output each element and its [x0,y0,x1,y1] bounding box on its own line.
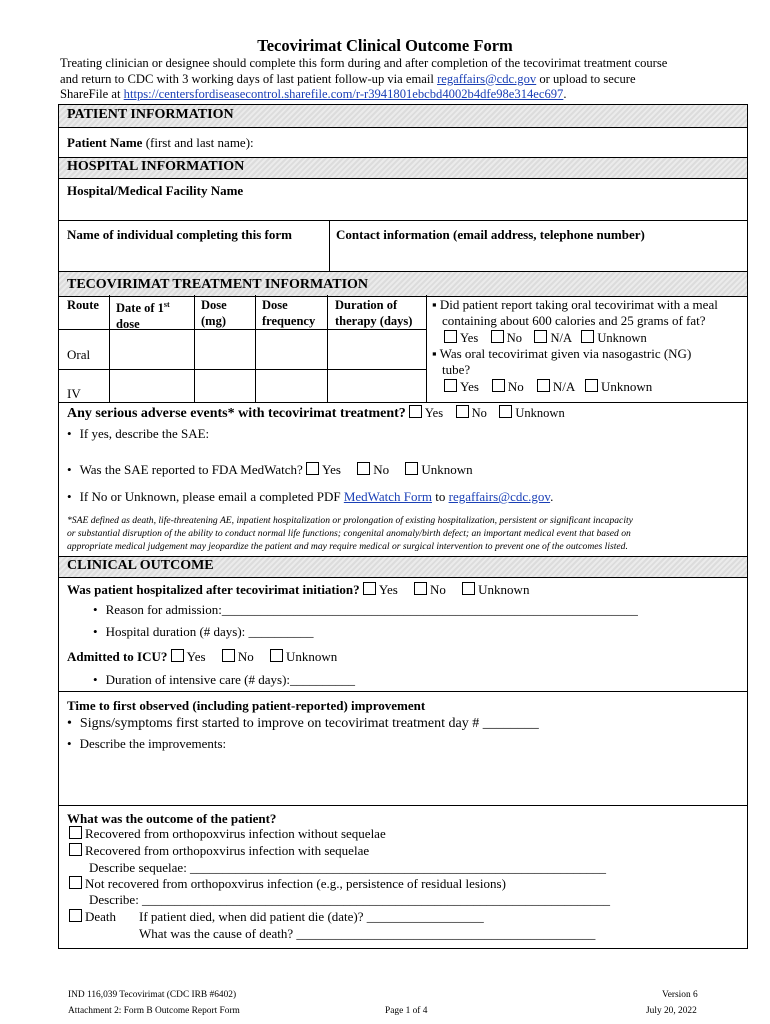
hosp-no-checkbox[interactable] [414,582,427,595]
icu-duration-field[interactable]: • Duration of intensive care (# days):__________ [93,672,355,688]
col-dur-a: Duration of [335,298,398,312]
ng-options [444,379,652,395]
footer-attachment: Attachment 2: Form B Outcome Report Form [68,1006,240,1016]
icu-unknown-label: Unknown [285,649,338,664]
footer-date: July 20, 2022 [646,1006,697,1016]
row-iv: IV [67,386,81,401]
icu-unknown-checkbox[interactable] [270,649,283,662]
sae-unknown-checkbox[interactable] [499,405,512,418]
death-checkbox[interactable] [69,909,82,922]
treatment-header-text: TECOVIRIMAT TREATMENT INFORMATION [67,277,369,292]
ng-unknown-checkbox[interactable] [585,379,598,392]
meal-question-a: ▪ Did patient report taking oral tecovirimat with a meal [432,297,718,312]
outcome-question: What was the outcome of the patient? [67,811,277,826]
improvement-describe[interactable]: • Describe the improvements: [67,736,226,752]
sae-no-checkbox[interactable] [456,405,469,418]
not-recovered-checkbox[interactable] [69,876,82,889]
hospital-section-header [59,157,747,179]
meal-yes-checkbox[interactable] [444,330,457,343]
medwatch-email-row: • If No or Unknown, please email a completed PDF MedWatch Form to regaffairs@cdc.gov. [67,489,554,504]
col-dur-b: therapy (days) [335,314,413,328]
sae-unknown-label: Unknown [515,406,565,420]
individual-name-field[interactable]: Name of individual completing this form [67,227,292,242]
improvement-title: Time to first observed (including patient-reported) improvement [67,698,426,713]
hospital-duration-field[interactable]: • Hospital duration (# days): __________ [93,624,314,640]
row-oral: Oral [67,347,91,362]
col-freq-b: frequency [262,314,316,328]
intro-email-link[interactable]: regaffairs@cdc.gov [437,71,537,86]
death-cause-field[interactable]: What was the cause of death? ______________________________________________ [139,926,596,941]
patient-name-field[interactable] [67,135,254,151]
meal-no-checkbox[interactable] [491,330,504,343]
medwatch-no-checkbox[interactable] [357,462,370,475]
patient-section-header [59,105,747,128]
col-date-first-dose [116,297,170,332]
patient-header-text: PATIENT INFORMATION [67,107,234,122]
footer-version: Version 6 [662,990,698,1000]
hospitalized-question: Was patient hospitalized after tecovirimat initiation? [67,582,360,597]
ng-no-checkbox[interactable] [492,379,505,392]
intro-line2b: or upload to secure [539,71,636,86]
ng-question-a: ▪ Was oral tecovirimat given via nasogastric (NG) [432,346,692,361]
col-freq-a: Dose [262,298,288,312]
col-dose-frequency [262,297,315,329]
medwatch-no-label: No [373,462,390,477]
icu-no-label: No [237,649,254,664]
reason-admission-field[interactable]: • Reason for admission:________________________________________________________________ [93,602,638,618]
hosp-yes-checkbox[interactable] [363,582,376,595]
outcome-section-header [59,556,747,578]
icu-question: Admitted to ICU? [67,649,168,664]
outcome-option-4 [69,909,116,925]
medwatch-email-text-a: If No or Unknown, please email a completed PDF [79,489,341,504]
meal-unknown-label: Unknown [597,331,647,345]
contact-info-field[interactable]: Contact information (email address, telephone number) [336,227,645,242]
medwatch-question-row: • Was the SAE reported to FDA MedWatch? Yes No Unknown [67,462,473,477]
sae-definition-note [67,514,739,553]
icu-yes-checkbox[interactable] [171,649,184,662]
medwatch-question: Was the SAE reported to FDA MedWatch? [79,462,303,477]
outcome-option-3 [69,876,506,892]
ng-unknown-label: Unknown [600,379,653,394]
ng-no-label: No [507,379,524,394]
outcome-option-2 [69,843,369,859]
death-date-field[interactable]: If patient died, when did patient die (date)? __________________ [139,909,484,924]
hosp-no-label: No [430,582,446,597]
ng-na-label: N/A [552,379,576,394]
col-duration [335,297,412,329]
meal-no-label: No [506,331,522,345]
footer-page: Page 1 of 4 [385,1006,428,1016]
recovered-sequelae-checkbox[interactable] [69,843,82,856]
intro-text [60,56,740,103]
outcome-header-text: CLINICAL OUTCOME [67,558,214,573]
col-dose-mg [201,297,227,329]
medwatch-email-text-c: . [550,489,554,504]
sae-note-2: or substantial disruption of the ability to conduct normal life functions; congenital anomaly/birth defect; an important medical event that based on [67,528,631,539]
col-dose-b: (mg) [201,314,226,328]
medwatch-email-text-b: to [435,489,446,504]
icu-question-row [67,649,337,665]
medwatch-unknown-label: Unknown [421,462,473,477]
meal-unknown-checkbox[interactable] [581,330,594,343]
meal-na-checkbox[interactable] [534,330,547,343]
col-date-text-b: dose [116,317,140,332]
hospital-header-text: HOSPITAL INFORMATION [67,159,245,174]
not-recovered-describe-field[interactable]: Describe: ________________________________________________________________________ [89,892,611,907]
sae-no-label: No [471,406,487,420]
sae-note-1: *SAE defined as death, life-threatening AE, inpatient hospitalization or prolongation of existing hospitalization, persistent or significant incapacity [67,515,633,526]
sae-email-link[interactable]: regaffairs@cdc.gov [448,489,551,504]
ng-yes-label: Yes [460,379,479,394]
col-date-text-a: Date of 1 [116,301,164,316]
recovered-no-sequelae-checkbox[interactable] [69,826,82,839]
medwatch-form-link[interactable]: MedWatch Form [343,489,432,504]
outcome-form [58,104,748,949]
not-recovered-label: Not recovered from orthopoxvirus infection (e.g., persistence of residual lesions) [85,876,506,891]
hosp-unknown-checkbox[interactable] [462,582,475,595]
ng-yes-checkbox[interactable] [444,379,457,392]
sae-yes-checkbox[interactable] [409,405,422,418]
sae-describe: • If yes, describe the SAE: [67,426,209,442]
col-dose-a: Dose [201,298,227,312]
meal-options [444,330,647,346]
ng-question-b: tube? [442,362,471,377]
improvement-day-field[interactable]: • Signs/symptoms first started to improve on tecovirimat treatment day # ________ [67,716,539,732]
meal-question-b: containing about 600 calories and 25 grams of fat? [442,313,706,328]
form-title: Tecovirimat Clinical Outcome Form [257,36,513,55]
intro-line3b: . [563,87,567,101]
patient-name-label: Patient Name [67,135,143,150]
medwatch-yes-label: Yes [322,462,341,477]
footer-ind: IND 116,039 Tecovirimat (CDC IRB #6402) [68,990,237,1000]
icu-no-checkbox[interactable] [222,649,235,662]
sae-question-row [67,405,565,422]
recovered-sequelae-label: Recovered from orthopoxvirus infection with sequelae [85,843,370,858]
medwatch-yes-checkbox[interactable] [306,462,319,475]
intro-line2a: and return to CDC with 3 working days of last patient follow-up via email [60,71,434,86]
sae-note-3: appropriate medical judgement may jeopardize the patient and may require medical or surgical intervention to prevent one of the outcomes listed. [67,541,628,552]
sharefile-link[interactable]: https://centersfordiseasecontrol.sharefile.com/r-r3941801ebcbd4002b4dfe98e314ec697 [123,87,564,101]
col-route: Route [67,298,99,312]
death-label: Death [85,909,117,924]
recovered-no-sequelae-label: Recovered from orthopoxvirus infection without sequelae [85,826,386,841]
medwatch-unknown-checkbox[interactable] [405,462,418,475]
hosp-unknown-label: Unknown [478,582,530,597]
col-date-sup: st [163,300,170,309]
facility-name-field[interactable]: Hospital/Medical Facility Name [67,183,244,198]
treatment-section-header [59,271,747,297]
sequelae-describe-field[interactable]: Describe sequelae: ________________________________________________________________ [89,860,607,875]
hosp-yes-label: Yes [378,582,398,597]
meal-yes-label: Yes [460,331,479,345]
hospitalized-question-row [67,582,529,598]
outcome-option-1 [69,826,386,842]
sae-question: Any serious adverse events* with tecovirimat treatment? [67,406,406,421]
meal-na-label: N/A [550,331,573,345]
intro-line3a: ShareFile at [60,87,121,101]
ng-na-checkbox[interactable] [537,379,550,392]
icu-yes-label: Yes [186,649,206,664]
intro-line1: Treating clinician or designee should complete this form during and after completion of the tecovirimat treatment course [60,56,668,70]
patient-name-hint: (first and last name): [145,135,254,150]
sae-yes-label: Yes [424,406,444,420]
